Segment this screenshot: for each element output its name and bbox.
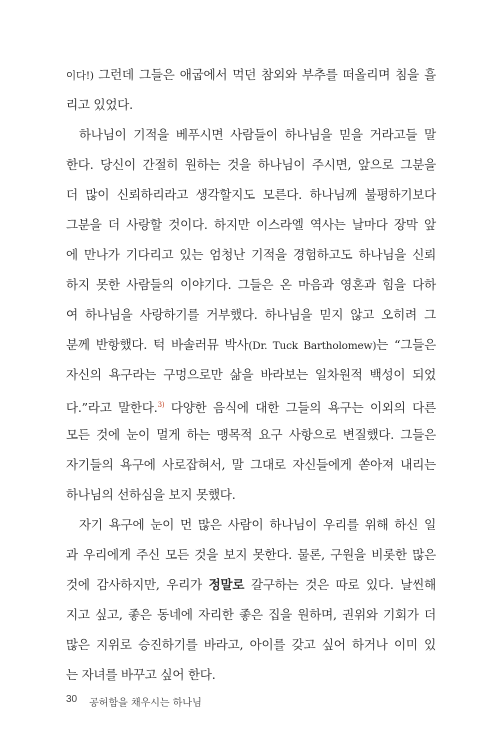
- text-line: [66, 420, 436, 450]
- text-line: [66, 390, 436, 420]
- text-segment: 많은 지위로 승진하기를 바라고, 아이를 갖고 싶어 하거나 이미 있: [66, 637, 436, 652]
- text-segment: 다.”라고 말한다.: [66, 400, 158, 415]
- text-line: [66, 150, 436, 180]
- text-segment: 과 우리에게 주신 모든 것을 보지 못한다. 물론, 구원을 비롯한 많은: [66, 547, 436, 562]
- text-segment: 갈구하는 것은 따로 있다. 날씬해: [244, 577, 436, 592]
- text-segment: 분께 반항했다. 턱 바솔러뮤 박사: [66, 337, 249, 352]
- text-line: [66, 120, 436, 150]
- text-segment: (Dr. Tuck Bartholomew): [248, 340, 377, 352]
- text-segment: 이다!): [66, 70, 99, 82]
- text-line: [66, 570, 436, 600]
- text-line: [66, 480, 436, 510]
- text-segment: 하나님의 선하심을 보지 못했다.: [66, 487, 236, 502]
- text-segment: 모든 것에 눈이 멀게 하는 맹목적 요구 사항으로 변질했다. 그들은: [66, 427, 436, 442]
- text-segment: 는 “그들은: [376, 337, 436, 352]
- text-segment: 하지 못한 사람들의 이야기다. 그들은 온 마음과 영혼과 힘을 다하: [66, 277, 436, 292]
- text-line: [66, 510, 436, 540]
- text-segment: 에 만나가 기다리고 있는 엄청난 기적을 경험하고도 하나님을 신뢰: [66, 247, 436, 262]
- text-segment: 지고 싶고, 좋은 동네에 자리한 좋은 집을 원하며, 권위와 기회가 더: [66, 607, 436, 622]
- emphasis-text: 정말로: [208, 577, 245, 592]
- text-segment: 여 하나님을 사랑하기를 거부했다. 하나님을 믿지 않고 오히려 그: [66, 307, 436, 322]
- text-segment: 리고 있었다.: [66, 97, 133, 112]
- text-segment: 그분을 더 사랑할 것이다. 하지만 이스라엘 역사는 날마다 장막 앞: [66, 217, 436, 232]
- text-line: [66, 240, 436, 270]
- text-line: [66, 300, 436, 330]
- text-segment: 자신의 욕구라는 구멍으로만 삶을 바라보는 일차원적 백성이 되었: [66, 367, 436, 382]
- text-segment: 자기 욕구에 눈이 먼 많은 사람이 하나님이 우리를 위해 하신 일: [79, 517, 436, 532]
- text-line: [66, 540, 436, 570]
- text-segment: 다양한 음식에 대한 그들의 욕구는 이외의 다른: [164, 400, 436, 415]
- text-line: [66, 660, 436, 690]
- text-line: [66, 450, 436, 480]
- text-line: [66, 60, 436, 90]
- text-segment: 한다. 당신이 간절히 원하는 것을 하나님이 주시면, 앞으로 그분을: [66, 157, 436, 172]
- text-segment: 자기들의 욕구에 사로잡혀서, 말 그대로 자신들에게 쏟아져 내리는: [66, 457, 436, 472]
- text-line: [66, 330, 436, 360]
- text-segment: 그런데 그들은 애굽에서 먹던 참외와 부추를 떠올리며 침을 흘: [98, 67, 436, 82]
- text-line: [66, 180, 436, 210]
- text-line: [66, 90, 436, 120]
- text-segment: 것에 감사하지만, 우리가: [66, 577, 209, 592]
- page-footer: [66, 694, 202, 709]
- text-line: [66, 270, 436, 300]
- text-line: [66, 210, 436, 240]
- footnote-marker: 3): [157, 401, 165, 409]
- text-segment: 는 자녀를 바꾸고 싶어 한다.: [66, 667, 216, 682]
- text-segment: 하나님이 기적을 베푸시면 사람들이 하나님을 믿을 거라고들 말: [79, 127, 436, 142]
- running-title: 공허함을 채우시는 하나님: [89, 698, 202, 709]
- text-line: [66, 600, 436, 630]
- text-line: [66, 630, 436, 660]
- text-segment: 더 많이 신뢰하리라고 생각할지도 모른다. 하나님께 불평하기보다: [66, 187, 436, 202]
- body-text: [66, 60, 436, 690]
- page-number: 30: [66, 694, 78, 705]
- text-line: [66, 360, 436, 390]
